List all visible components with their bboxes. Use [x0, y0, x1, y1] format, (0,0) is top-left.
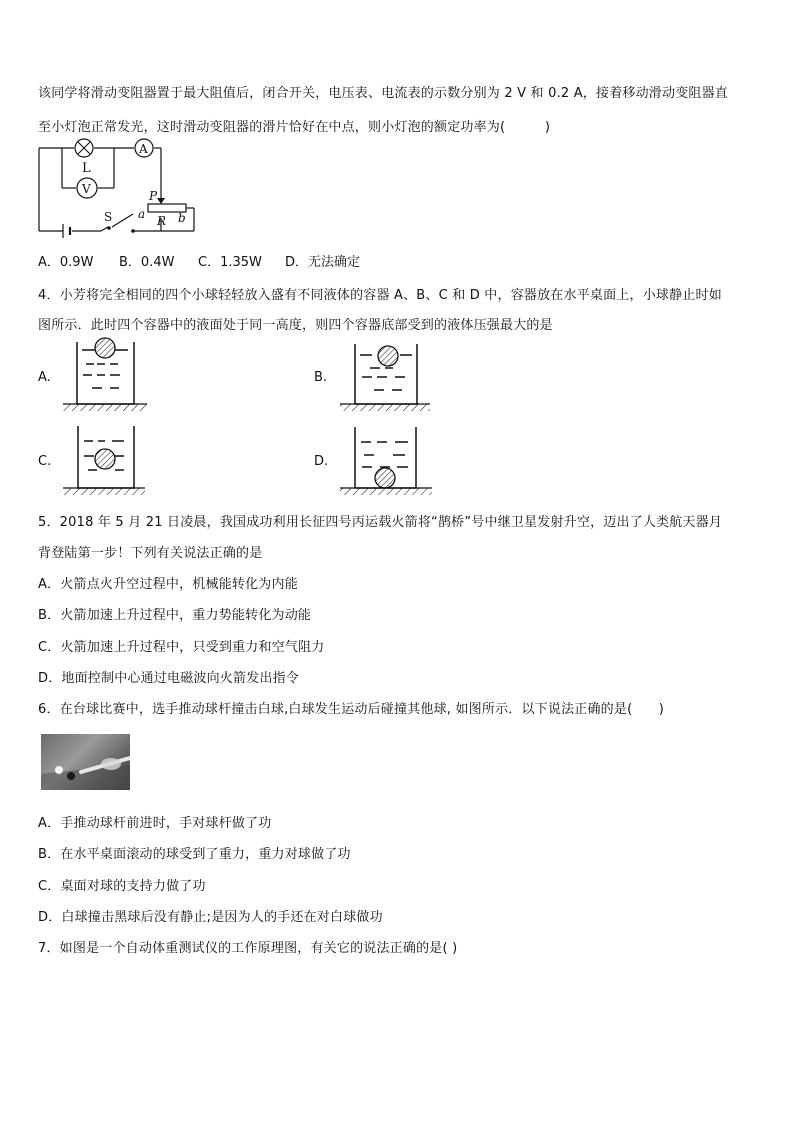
container-d [340, 427, 432, 495]
q3-text-line1: 该同学将滑动变阻器置于最大阻值后，闭合开关，电压表、电流表的示数分别为 2 V 和 0.2 A，接着移动滑动变阻器直 [38, 86, 728, 101]
q3-option-a: A．0.9W [38, 255, 94, 270]
q4-label-a: A. [38, 370, 51, 385]
switch-contact-2 [131, 229, 135, 233]
ball-b [378, 346, 398, 366]
rheostat-a-label: a [138, 207, 146, 221]
ball-d [375, 468, 395, 488]
q7-text-line1: 7．如图是一个自动体重测试仪的工作原理图，有关它的说法正确的是( ) [38, 941, 458, 956]
billiards-photo [41, 734, 130, 790]
q4-label-d: D. [314, 454, 329, 469]
q3-option-c: C．1.35W [198, 255, 262, 270]
q5-option-b: B．火箭加速上升过程中，重力势能转化为动能 [38, 608, 312, 623]
slider-label: P [149, 189, 158, 203]
q5-text-line1: 5．2018 年 5 月 21 日凌晨，我国成功利用长征四号丙运载火箭将“鹊桥”号中继卫星发射升空，迈出了人类航天器月 [38, 515, 723, 530]
q5-option-a: A．火箭点火升空过程中，机械能转化为内能 [38, 577, 298, 592]
q4-text-line2: 图所示．此时四个容器中的液面处于同一高度，则四个容器底部受到的液体压强最大的是 [38, 318, 553, 333]
container-c [63, 426, 145, 495]
q4-text-line1: 4．小芳将完全相同的四个小球轻轻放入盛有不同液体的容器 A、B、C 和 D 中，容器放在水平桌面上，小球静止时如 [38, 288, 722, 303]
q3-option-d: D．无法确定 [285, 255, 361, 270]
q4-label-c: C. [38, 454, 52, 469]
slider-arrow-icon [157, 198, 165, 204]
rheostat-r-label: R [157, 214, 167, 228]
container-a [63, 338, 147, 411]
q3-text-line2: 至小灯泡正常发光，这时滑动变阻器的滑片恰好在中点，则小灯泡的额定功率为( ) [38, 120, 551, 135]
rheostat-b-label: b [178, 211, 186, 225]
q6-option-b: B．在水平桌面滚动的球受到了重力，重力对球做了功 [38, 847, 351, 862]
lamp-symbol [75, 139, 93, 157]
circuit-diagram [36, 136, 198, 244]
q3-option-b: B．0.4W [119, 255, 175, 270]
container-figures [0, 330, 794, 500]
q5-option-d: D．地面控制中心通过电磁波向火箭发出指令 [38, 671, 300, 686]
white-ball [55, 766, 63, 774]
q6-option-c: C．桌面对球的支持力做了功 [38, 879, 206, 894]
container-b [340, 344, 430, 411]
q6-text-line1: 6．在台球比赛中，选手推动球杆撞击白球,白球发生运动后碰撞其他球, 如图所示．以下说法正确的是( ) [38, 702, 665, 717]
voltmeter-label: V [82, 182, 91, 196]
ball-c [95, 449, 115, 469]
q5-text-line2: 背登陆第一步！下列有关说法正确的是 [38, 546, 263, 561]
ball-a [95, 338, 115, 358]
q4-label-b: B. [314, 370, 328, 385]
black-ball [67, 772, 75, 780]
q6-option-a: A．手推动球杆前进时，手对球杆做了功 [38, 816, 272, 831]
q5-option-c: C．火箭加速上升过程中，只受到重力和空气阻力 [38, 640, 325, 655]
switch-label: S [104, 210, 113, 224]
ammeter-label: A [139, 142, 148, 156]
lamp-label: L [82, 161, 91, 176]
q6-option-d: D．白球撞击黑球后没有静止;是因为人的手还在对白球做功 [38, 910, 383, 925]
switch-contact [107, 226, 111, 230]
